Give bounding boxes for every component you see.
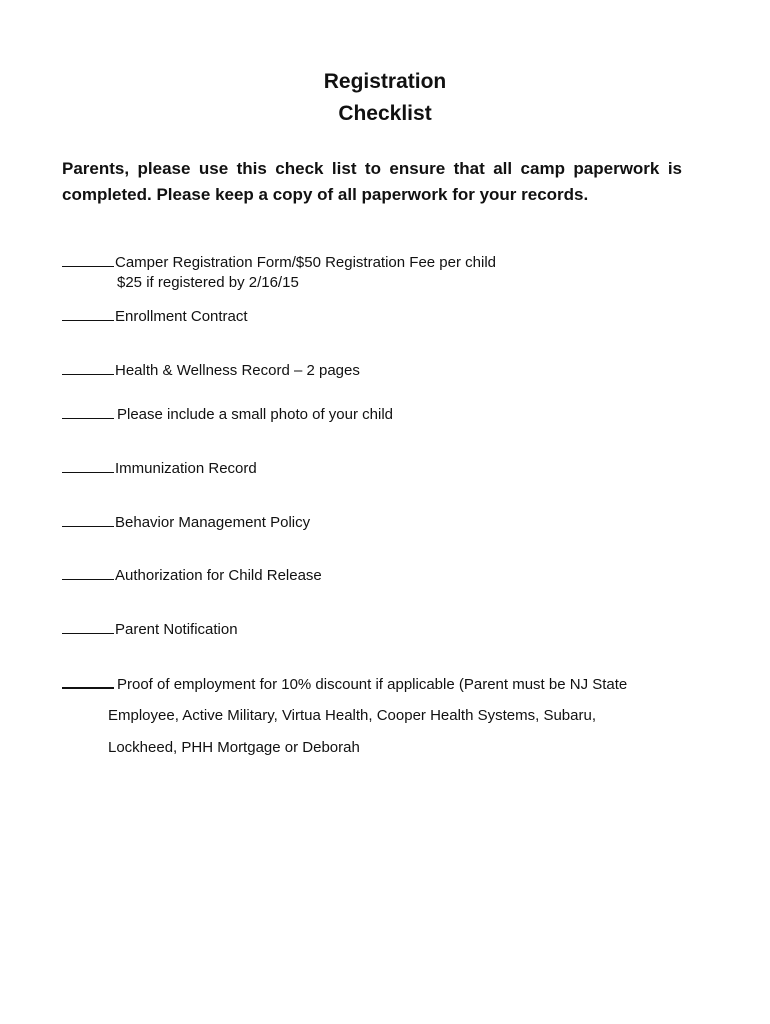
checklist-item-continuation: Employee, Active Military, Virtua Health, Cooper Health Systems, Subaru, (108, 707, 596, 724)
checklist-item-label: Proof of employment for 10% discount if applicable (Parent must be NJ State (117, 676, 628, 693)
checklist-item-label: Health & Wellness Record – 2 pages (115, 362, 360, 379)
checklist-item-label: Parent Notification (115, 621, 238, 638)
checklist-item-label: Behavior Management Policy (115, 514, 311, 531)
page-title-line-1: Registration (323, 70, 447, 93)
checkbox-blank-line[interactable] (62, 617, 114, 634)
checklist-item-immunization (62, 456, 712, 480)
checkbox-blank-line[interactable] (62, 563, 114, 580)
checkbox-blank-line[interactable] (62, 250, 114, 267)
checklist-item-label: Immunization Record (115, 460, 257, 477)
checklist-item-enrollment-contract (62, 304, 712, 328)
intro-paragraph: Parents, please use this check list to ensure that all camp paperwork is completed. Please keep a copy of all paperwork for your records. (62, 159, 682, 204)
checklist-item-continuation: Lockheed, PHH Mortgage or Deborah (108, 739, 360, 756)
checkbox-blank-line[interactable] (62, 671, 114, 689)
checklist-item-photo (62, 402, 712, 426)
checklist-item-label: Authorization for Child Release (115, 567, 322, 584)
checklist-item-registration-form (62, 250, 712, 274)
checkbox-blank-line[interactable] (62, 456, 114, 473)
checklist-item-behavior-policy (62, 510, 712, 534)
checklist-item-subnote: $25 if registered by 2/16/15 (117, 274, 299, 291)
checklist-item-parent-notification (62, 617, 712, 641)
checkbox-blank-line[interactable] (62, 358, 114, 375)
page-title-line-2: Checklist (338, 102, 432, 125)
checklist-item-label: Please include a small photo of your child (117, 406, 393, 423)
checklist-item-employment-proof (62, 671, 712, 696)
checklist-item-child-release (62, 563, 712, 587)
checkbox-blank-line[interactable] (62, 510, 114, 527)
checkbox-blank-line[interactable] (62, 304, 114, 321)
checklist-item-label: Camper Registration Form/$50 Registration Fee per child (115, 254, 496, 271)
checklist-item-health-record (62, 358, 712, 382)
checklist-item-label: Enrollment Contract (115, 308, 248, 325)
checkbox-blank-line[interactable] (62, 402, 114, 419)
